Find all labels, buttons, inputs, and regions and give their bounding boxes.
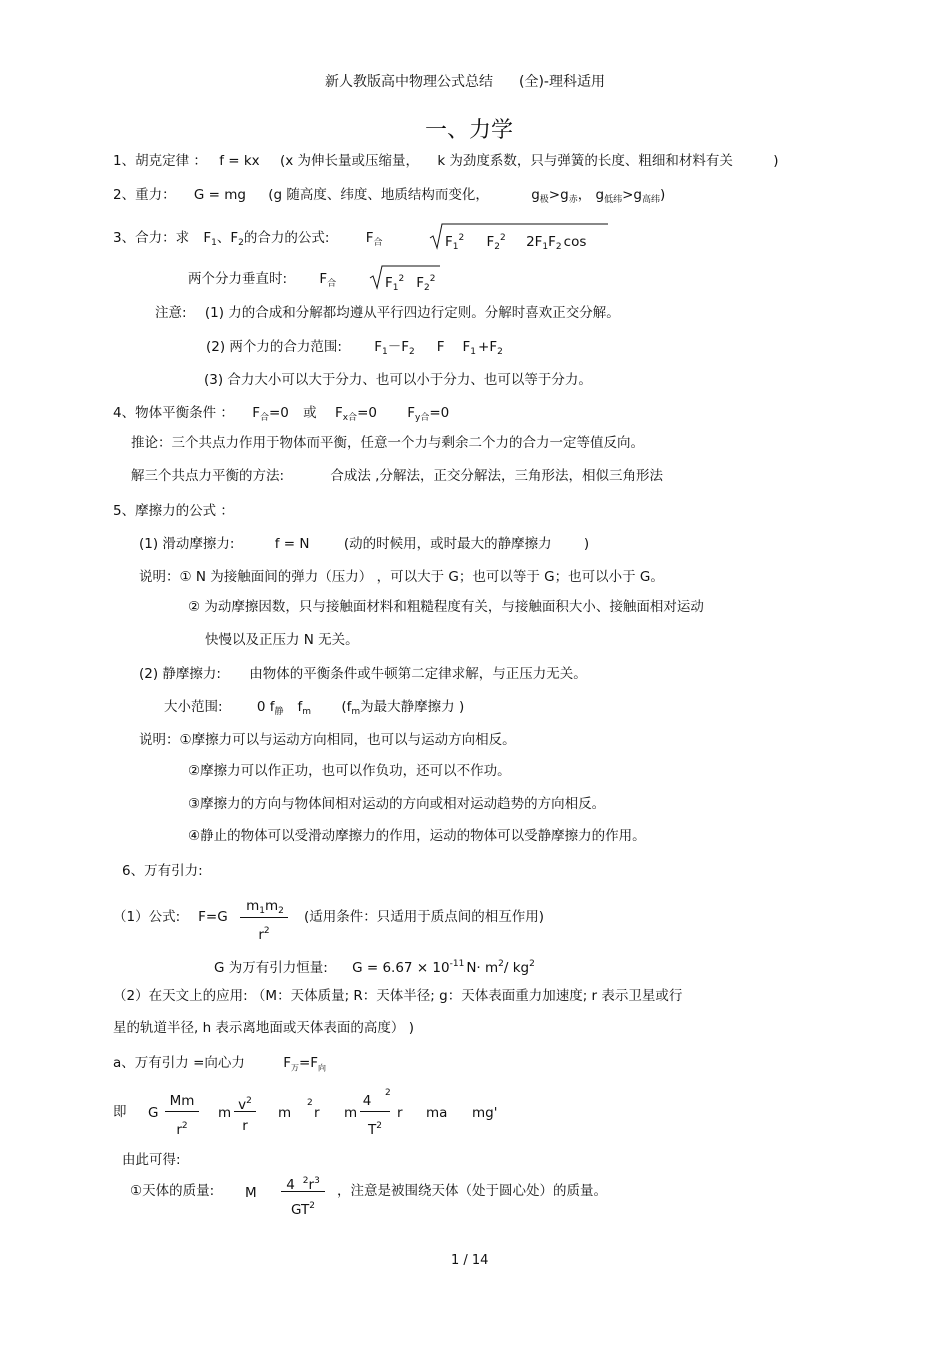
astronomy-app-2: 星的轨道半径, h 表示离地面或天体表面的高度） ) — [113, 1020, 414, 1036]
eq-cond-1: $F_合=0$ — [252, 405, 289, 423]
eq-m3: m — [344, 1105, 358, 1121]
resultant-label: 3、合力：求 — [113, 230, 190, 246]
hooke-label: 1、胡克定律 ： — [113, 153, 207, 169]
hooke-formula: f = kx — [219, 153, 260, 169]
sliding-explain-2b: 快慢以及正压力 N 无关。 — [205, 632, 359, 648]
static-d4: ④静止的物体可以受滑动摩擦力的作用，运动的物体可以受静摩擦力的作用。 — [188, 828, 646, 844]
eq-cond-2: $F_{x合}=0$ — [334, 405, 377, 423]
sliding-close: ) — [583, 536, 590, 552]
perp-lhs: $F_合$ — [319, 271, 337, 289]
eq-bar-2 — [234, 1111, 256, 1112]
note-3-text: (3) 合力大小可以大于分力、也可以小于分力、也可以等于分力。 — [204, 372, 592, 388]
eq-r3: r — [314, 1105, 320, 1121]
explain2-label: 说明： — [139, 732, 180, 748]
item-hooke — [113, 152, 779, 170]
note-3 — [204, 371, 592, 389]
mass-note: ，注意是被围绕天体（处于圆心处）的质量。 — [337, 1183, 607, 1199]
hooke-note2: k 为劲度系数，只与弹簧的长度、粗细和材料有关 — [437, 153, 733, 169]
gravitational-constant: G 为万有引力恒量: $G = 6.67 \times 10^{-11}$ $N\cdot m^2/$ $kg^2$ — [214, 959, 535, 976]
hooke-close: ) — [773, 153, 779, 169]
hooke-note: (x 为伸长量或压缩量， — [279, 153, 420, 169]
item-gravity — [113, 186, 665, 209]
item-resultant — [113, 229, 383, 252]
item-equilibrium — [113, 404, 449, 427]
friction-heading: 5、摩擦力的公式 ： — [113, 503, 234, 519]
gravitation-denominator: $r^2$ — [258, 926, 270, 943]
range-formula: 0 $f_静$ $f_m$ — [256, 699, 312, 717]
eq-or: 或 — [303, 405, 317, 421]
note-2-range: $F_1-F_2$ F $F_1 +F_2$ — [374, 339, 503, 357]
note-2-label: (2) 两个力的合力范围: — [206, 339, 342, 355]
section-title: 一、力学 — [425, 118, 514, 143]
static-d1: ①摩擦力可以与运动方向相同，也可以与运动方向相反。 — [179, 732, 516, 748]
sqrt-content-2: $F_1^2$ $F_2^2$ — [385, 274, 436, 293]
header-title: 新人教版高中物理公式总结 — [325, 74, 493, 90]
gravity-note: (g 随高度、纬度、地质结构而变化， — [268, 187, 489, 203]
eq-r-den: $r^2$ — [176, 1121, 188, 1138]
gravitation-heading: 6、万有引力: — [122, 863, 203, 879]
eq-v2: $v^2$ — [238, 1096, 252, 1113]
gravitation-fraction-bar — [240, 917, 288, 918]
eq-m2: m — [278, 1105, 292, 1121]
eq-r4: r — [397, 1105, 403, 1121]
eq-T2: $T^2$ — [368, 1121, 382, 1138]
eq-bar-1 — [165, 1111, 199, 1112]
page-header — [325, 73, 605, 91]
sliding-friction — [139, 535, 589, 553]
eq-r2-den: r — [242, 1118, 248, 1134]
eq-4pi: 4 — [362, 1093, 372, 1109]
equilibrium-label: 4、物体平衡条件 ： — [113, 405, 234, 421]
note-1-text: (1) 力的合成和分解都均遵从平行四边行定则。分解时喜欢正交分解。 — [204, 305, 620, 321]
eq-G: G — [148, 1105, 159, 1121]
resultant-lhs: $F_合$ — [365, 230, 383, 248]
mass-denominator: $GT^2$ — [291, 1201, 315, 1218]
static-d3: ③摩擦力的方向与物体间相对运动的方向或相对运动趋势的方向相反。 — [188, 796, 606, 812]
gravitation-note: (适用条件：只适用于质点间的相互作用) — [304, 909, 545, 925]
methods-label: 解三个共点力平衡的方法: — [131, 468, 285, 484]
methods-list: 合成法 ,分解法，正交分解法，三角形法，相似三角形法 — [330, 468, 663, 484]
mass-M: M — [245, 1185, 257, 1201]
explain-label: 说明： — [139, 569, 180, 585]
static-friction — [139, 665, 587, 683]
static-text: 由物体的平衡条件或牛顿第二定律求解，与正压力无关。 — [249, 666, 587, 682]
centripetal-line: a、万有引力 =向心力 $F_万=F_向$ — [113, 1055, 327, 1073]
static-range — [164, 698, 464, 721]
gravitation-formula-label: （1）公式: F=G — [113, 909, 228, 925]
eq-Mm: Mm — [169, 1093, 195, 1109]
sliding-explain-1 — [139, 568, 664, 586]
explain-1-text: ① N 为接触面间的弹力（压力） ，可以大于 G；也可以等于 G；也可以小于 G。 — [179, 569, 664, 585]
sqrt-content-1: $F_1^2$ $F_2^2$ $2F_1F_2$ cos — [445, 233, 587, 252]
static-label: (2) 静摩擦力: — [139, 666, 221, 682]
range-note: ($f_m$为最大静摩擦力 ) — [341, 699, 465, 717]
mass-fraction-bar — [281, 1191, 325, 1192]
eq-ji: 即 — [113, 1104, 127, 1120]
note-2 — [206, 338, 503, 361]
gravity-label: 2、重力： — [113, 187, 176, 203]
static-d2: ②摩擦力可以作正功，也可以作负功，还可以不作功。 — [188, 763, 511, 779]
perp-label: 两个分力垂直时: — [188, 271, 288, 287]
header-title-suffix: (全)-理科适用 — [519, 74, 605, 90]
eq-omega-sup: 2 — [307, 1098, 313, 1108]
note-1 — [155, 304, 620, 322]
sliding-formula: f = N — [274, 536, 310, 552]
astronomy-app-1: （2）在天文上的应用: （M：天体质量; R：天体半径; g：天体表面重力加速度; r 表示卫星或行 — [113, 988, 683, 1004]
equilibrium-methods — [131, 467, 663, 485]
static-explain-1 — [139, 731, 516, 749]
equilibrium-inference: 推论：三个共点力作用于物体而平衡，任意一个力与剩余二个力的合力一定等值反向。 — [131, 435, 644, 451]
eq-mg: mg' — [472, 1105, 498, 1121]
perpendicular-line — [188, 270, 336, 293]
sliding-note: (动的时候用，或时最大的静摩擦力 — [343, 536, 552, 552]
gravity-formula: G = mg — [193, 187, 246, 203]
page-number: 1 / 14 — [451, 1253, 489, 1268]
range-label: 大小范围: — [164, 699, 223, 715]
mass-label: ①天体的质量: — [130, 1183, 215, 1199]
derived-label: 由此可得: — [122, 1152, 181, 1168]
sliding-explain-2: ② 为动摩擦因数，只与接触面材料和粗糙程度有关，与接触面积大小、接触面相对运动 — [188, 599, 704, 615]
g-compare-2: $g_{低纬}>g_{高纬}$) — [595, 187, 666, 205]
eq-cond-3: $F_{y合}=0$ — [407, 405, 450, 423]
eq-ma: ma — [426, 1105, 448, 1121]
gravitation-numerator: $m_1m_2$ — [246, 898, 284, 916]
eq-bar-3 — [360, 1111, 390, 1112]
g-compare-1: $g_极>g_赤$， — [531, 187, 592, 205]
note-label: 注意: — [155, 305, 187, 321]
mass-numerator: 4 $^2r^3$ — [286, 1176, 320, 1193]
eq-m1: m — [218, 1105, 232, 1121]
resultant-forces: $F_1$、$F_2$的合力的公式: — [203, 230, 330, 248]
sliding-label: (1) 滑动摩擦力: — [139, 536, 235, 552]
eq-4pi-sup: 2 — [385, 1088, 391, 1098]
